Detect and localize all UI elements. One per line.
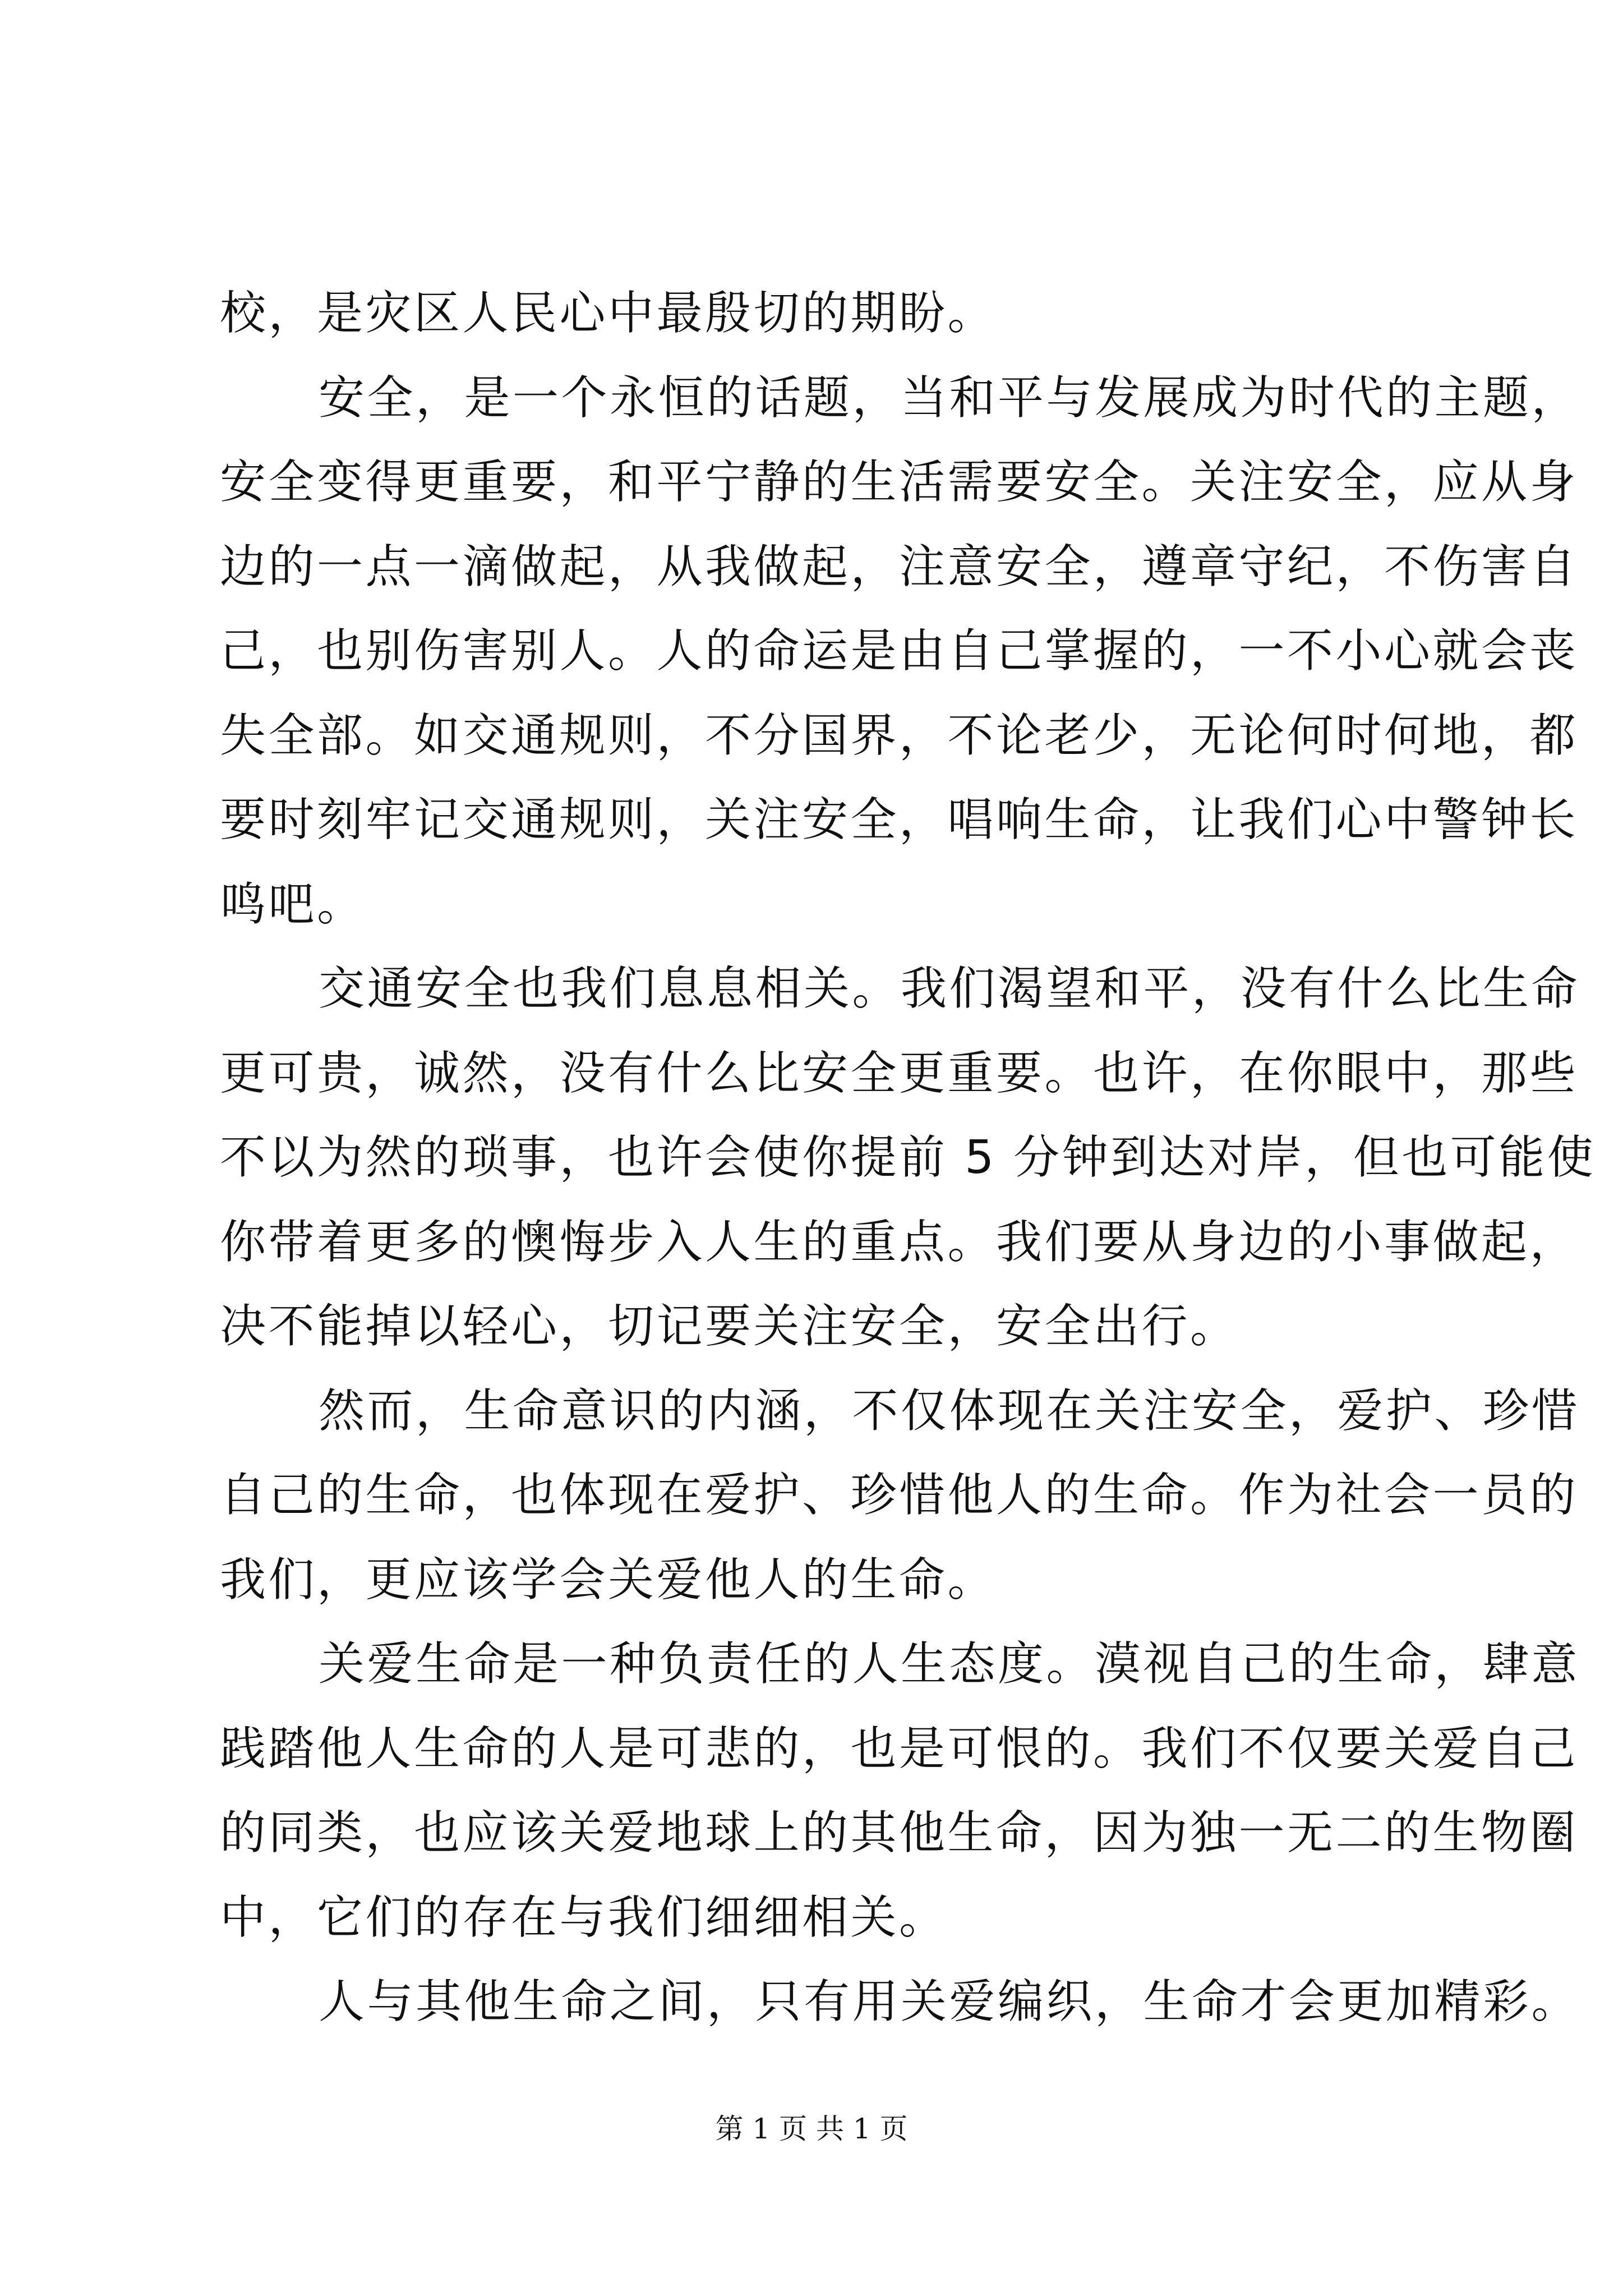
text-line: 人与其他生命之间，只有用关爱编织，生命才会更加精彩。	[319, 1975, 1580, 2028]
text-line: 更可贵，诚然，没有什么比安全更重要。也许，在你眼中，那些	[220, 1046, 1579, 1100]
text-line: 鸣吧。	[220, 877, 366, 931]
text-line: 中，它们的存在与我们细细相关。	[220, 1890, 948, 1944]
page-footer: 第 1 页 共 1 页	[715, 2113, 908, 2145]
text-line: 交通安全也我们息息相关。我们渴望和平，没有什么比生命	[319, 962, 1580, 1015]
body-text	[220, 287, 1596, 2064]
text-line: 校，是灾区人民心中最殷切的期盼。	[220, 287, 997, 340]
text-line: 自己的生命，也体现在爱护、珍惜他人的生命。作为社会一员的	[220, 1469, 1579, 1522]
text-line: 的同类，也应该关爱地球上的其他生命，因为独一无二的生物圈	[220, 1806, 1579, 1860]
text-line: 要时刻牢记交通规则，关注安全，唱响生命，让我们心中警钟长	[220, 793, 1579, 846]
text-line: 我们，更应该学会关爱他人的生命。	[220, 1553, 997, 1607]
text-line: 安全，是一个永恒的话题，当和平与发展成为时代的主题，	[319, 371, 1580, 425]
text-line: 己，也别伤害别人。人的命运是由自己掌握的，一不小心就会丧	[220, 624, 1579, 678]
text-line: 失全部。如交通规则，不分国界，不论老少，无论何时何地，都	[220, 708, 1579, 762]
text-line: 不以为然的琐事，也许会使你提前 5 分钟到达对岸，但也可能使	[220, 1131, 1596, 1184]
text-line: 关爱生命是一种负责任的人生态度。漠视自己的生命，肆意	[319, 1637, 1580, 1691]
text-line: 践踏他人生命的人是可悲的，也是可恨的。我们不仅要关爱自己	[220, 1722, 1579, 1775]
text-line: 边的一点一滴做起，从我做起，注意安全，遵章守纪，不伤害自	[220, 540, 1579, 593]
text-line: 决不能掉以轻心，切记要关注安全，安全出行。	[220, 1300, 1239, 1353]
text-line: 你带着更多的懊悔步入人生的重点。我们要从身边的小事做起，	[220, 1215, 1579, 1269]
text-line: 安全变得更重要，和平宁静的生活需要安全。关注安全，应从身	[220, 455, 1579, 509]
text-line: 然而，生命意识的内涵，不仅体现在关注安全，爱护、珍惜	[319, 1384, 1580, 1438]
